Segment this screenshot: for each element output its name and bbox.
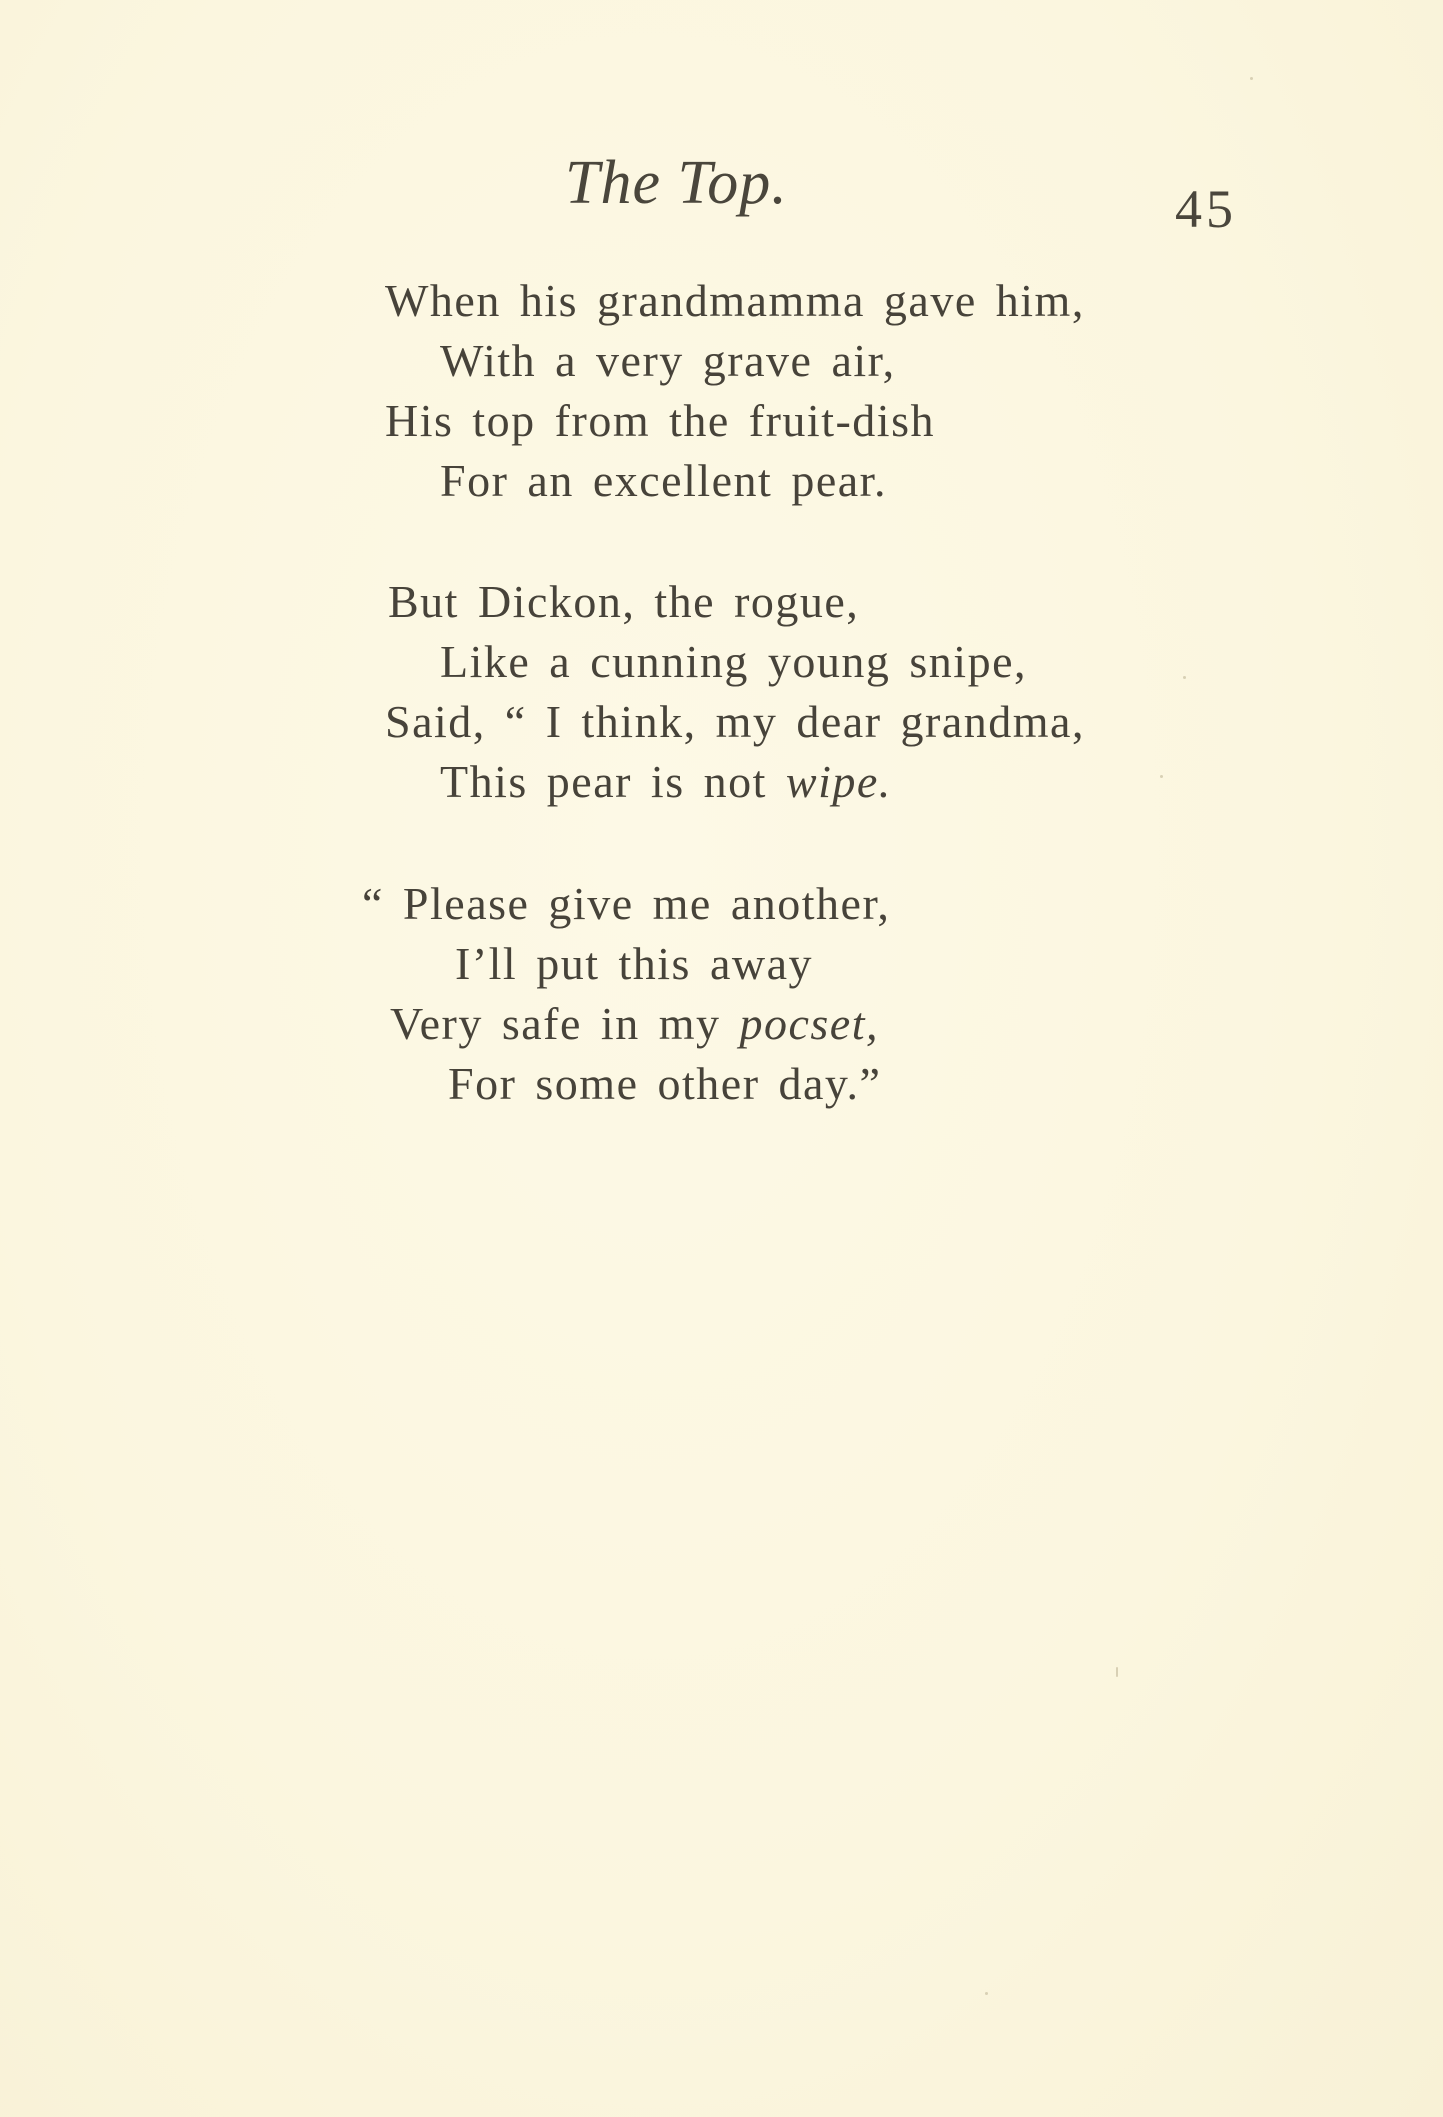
italic-word: wipe. (785, 756, 892, 807)
verse-text: This pear is not (440, 756, 786, 807)
paper-speck (985, 1992, 988, 1995)
running-title: The Top. (565, 149, 788, 217)
paper-speck (1116, 1667, 1118, 1677)
verse-line: For some other day.” (448, 1058, 882, 1109)
paper-speck (1160, 775, 1163, 778)
page-number: 45 (1175, 179, 1237, 239)
verse-line: For an excellent pear. (440, 455, 887, 506)
verse-line (440, 755, 892, 808)
verse-line: But Dickon, the rogue, (388, 576, 860, 627)
verse-line: Like a cunning young snipe, (440, 636, 1028, 687)
verse-line (390, 997, 879, 1050)
verse-line: When his grandmamma gave him, (385, 275, 1085, 326)
verse-text: Very safe in my (390, 998, 740, 1049)
verse-line: “ Please give me another, (362, 878, 891, 929)
verse-line: Said, “ I think, my dear grandma, (385, 696, 1085, 747)
verse-line: I’ll put this away (455, 938, 813, 989)
paper-speck (1250, 77, 1253, 80)
italic-word: pocset, (739, 998, 879, 1049)
verse-line: His top from the fruit-dish (385, 395, 935, 446)
paper-speck (1183, 676, 1186, 679)
verse-line: With a very grave air, (440, 335, 896, 386)
